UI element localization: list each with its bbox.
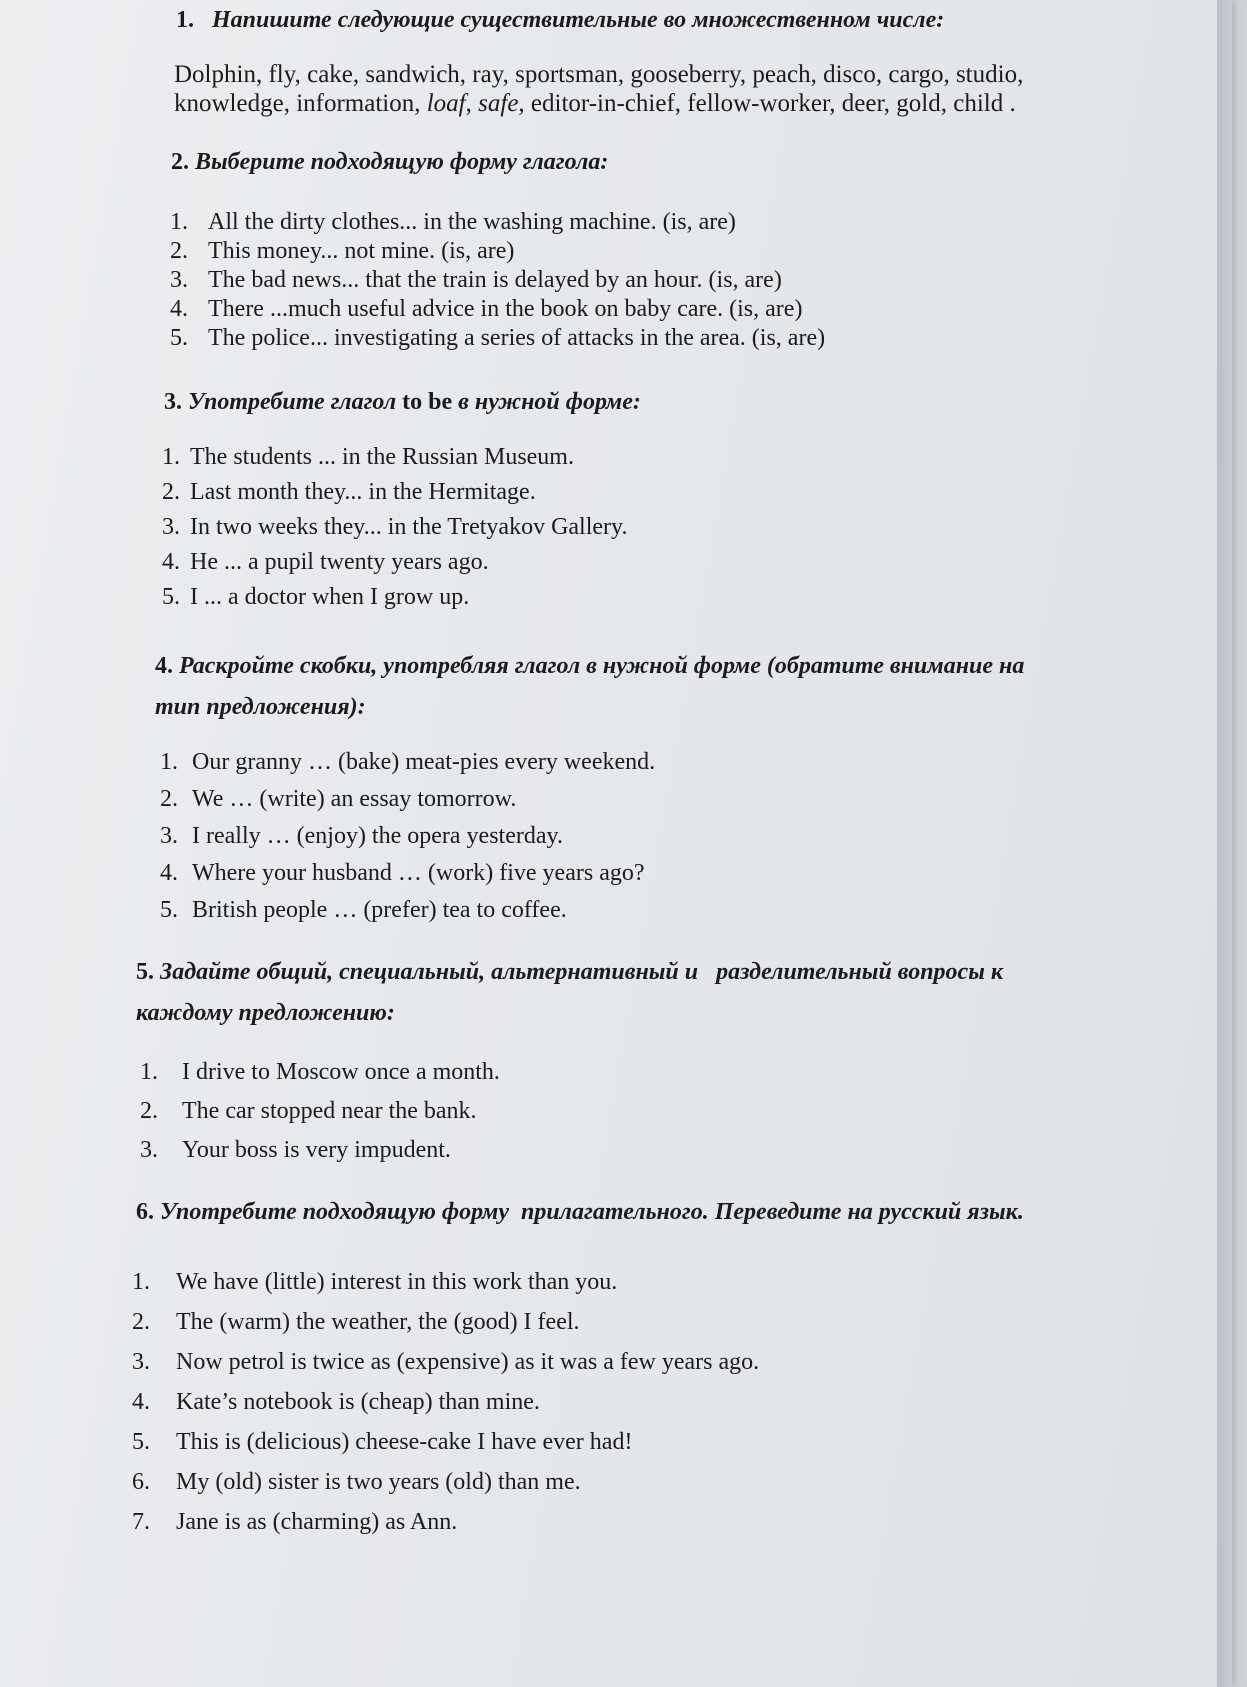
section-3-list <box>162 440 627 615</box>
section-5-list <box>140 1053 500 1170</box>
item-number: 1. <box>170 209 188 235</box>
list-item <box>140 1053 500 1092</box>
item-text: We … (write) an essay tomorrow. <box>192 786 517 812</box>
list-item <box>132 1422 759 1462</box>
list-item <box>132 1462 759 1502</box>
section-1-heading <box>176 0 944 41</box>
list-item <box>140 1092 500 1131</box>
section-title-end: в нужной форме: <box>452 389 641 415</box>
item-text: Jane is as (charming) as Ann. <box>176 1509 458 1535</box>
item-text: He ... a pupil twenty years ago. <box>190 549 489 575</box>
noun-safe: safe <box>478 90 519 117</box>
item-text: The bad news... that the train is delayed by an hour. (is, are) <box>208 267 782 293</box>
item-text: Now petrol is twice as (expensive) as it was a few years ago. <box>176 1349 760 1375</box>
item-number: 5. <box>162 584 180 610</box>
item-text: The (warm) the weather, the (good) I feel. <box>176 1309 580 1335</box>
section-title: Раскройте скобки, употребляя глагол в нужной форме (обратите внимание на <box>179 653 1025 679</box>
item-text: We have (little) interest in this work than you. <box>176 1269 618 1295</box>
nouns-separator: , <box>465 90 479 117</box>
section-number: 5. <box>136 959 154 985</box>
item-text: Last month they... in the Hermitage. <box>190 479 536 505</box>
item-number: 4. <box>162 549 180 575</box>
section-2-heading <box>171 142 608 183</box>
list-item <box>160 892 655 929</box>
list-item <box>132 1342 759 1382</box>
list-item <box>162 440 627 475</box>
item-number: 5. <box>160 897 178 923</box>
section-6-list <box>132 1262 759 1542</box>
item-number: 4. <box>170 296 188 322</box>
item-number: 1. <box>160 749 178 775</box>
section-4-list <box>160 744 655 929</box>
list-item <box>132 1262 759 1302</box>
item-number: 3. <box>162 514 180 540</box>
list-item <box>160 818 655 855</box>
item-number: 5. <box>170 325 188 351</box>
item-text: My (old) sister is two years (old) than me. <box>176 1469 581 1495</box>
item-text: I drive to Moscow once a month. <box>182 1059 500 1085</box>
nouns-line-2 <box>174 89 1016 118</box>
section-4-heading <box>155 646 1024 728</box>
section-title-continued: тип предложения): <box>155 694 366 720</box>
item-text: Where your husband … (work) five years ago? <box>192 860 645 886</box>
list-item <box>160 855 655 892</box>
item-number: 5. <box>132 1429 150 1455</box>
item-text: I ... a doctor when I grow up. <box>190 584 470 610</box>
section-5-heading <box>136 952 1003 1034</box>
list-item <box>170 266 825 295</box>
list-item <box>132 1382 759 1422</box>
item-number: 2. <box>160 786 178 812</box>
item-number: 3. <box>160 823 178 849</box>
item-text: The police... investigating a series of attacks in the area. (is, are) <box>208 325 826 351</box>
list-item <box>160 781 655 818</box>
section-title: Употребите глагол <box>188 389 403 415</box>
item-text: I really … (enjoy) the opera yesterday. <box>192 823 563 849</box>
list-item <box>140 1131 500 1170</box>
section-title: Выберите подходящую форму глагола: <box>195 149 609 175</box>
list-item <box>162 580 627 615</box>
item-number: 1. <box>140 1059 158 1085</box>
nouns-line-1: Dolphin, fly, cake, sandwich, ray, sportsman, gooseberry, peach, disco, cargo, studio, <box>174 61 1024 88</box>
list-item <box>162 545 627 580</box>
section-title: Задайте общий, специальный, альтернативный и разделительный вопросы к <box>160 959 1004 985</box>
item-number: 2. <box>162 479 180 505</box>
list-item <box>132 1302 759 1342</box>
section-number: 3. <box>164 389 182 415</box>
item-text: This money... not mine. (is, are) <box>208 238 515 264</box>
item-text: Our granny … (bake) meat-pies every weekend. <box>192 749 656 775</box>
section-6-heading <box>136 1192 1024 1233</box>
list-item <box>170 208 825 237</box>
item-number: 3. <box>170 267 188 293</box>
item-number: 7. <box>132 1509 150 1535</box>
item-number: 6. <box>132 1469 150 1495</box>
item-number: 4. <box>160 860 178 886</box>
item-text: The students ... in the Russian Museum. <box>190 444 574 470</box>
noun-loaf: loaf <box>426 90 466 117</box>
nouns-part-b: , editor-in-chief, fellow-worker, deer, gold, child . <box>518 90 1016 117</box>
section-number: 2. <box>171 149 189 175</box>
item-number: 3. <box>140 1137 158 1163</box>
item-number: 4. <box>132 1389 150 1415</box>
list-item <box>162 475 627 510</box>
list-item <box>170 295 825 324</box>
item-number: 2. <box>132 1309 150 1335</box>
item-text: All the dirty clothes... in the washing machine. (is, are) <box>208 209 736 235</box>
section-title: Употребите подходящую форму прилагательного. Переведите на русский язык. <box>160 1199 1024 1225</box>
item-number: 2. <box>170 238 188 264</box>
section-title-continued: каждому предложению: <box>136 1000 395 1026</box>
list-item <box>162 510 627 545</box>
item-number: 1. <box>132 1269 150 1295</box>
list-item <box>170 324 825 353</box>
item-text: Your boss is very impudent. <box>182 1137 451 1163</box>
section-2-list <box>170 208 825 353</box>
list-item <box>160 744 655 781</box>
item-text: This is (delicious) cheese-cake I have ever had! <box>176 1429 633 1455</box>
section-3-heading <box>164 382 641 423</box>
item-number: 1. <box>162 444 180 470</box>
item-number: 3. <box>132 1349 150 1375</box>
section-number: 6. <box>136 1199 154 1225</box>
section-number: 1. <box>176 7 194 33</box>
item-text: There ...much useful advice in the book on baby care. (is, are) <box>208 296 803 322</box>
item-number: 2. <box>140 1098 158 1124</box>
item-text: Kate’s notebook is (cheap) than mine. <box>176 1389 540 1415</box>
section-title-keyword: to be <box>402 389 453 415</box>
list-item <box>170 237 825 266</box>
nouns-part-a: knowledge, information, <box>174 90 427 117</box>
item-text: British people … (prefer) tea to coffee. <box>192 897 567 923</box>
list-item <box>132 1502 759 1542</box>
section-number: 4. <box>155 653 173 679</box>
section-title: Напишите следующие существительные во множественном числе: <box>212 7 945 33</box>
item-text: In two weeks they... in the Tretyakov Gallery. <box>190 514 628 540</box>
item-text: The car stopped near the bank. <box>182 1098 477 1124</box>
